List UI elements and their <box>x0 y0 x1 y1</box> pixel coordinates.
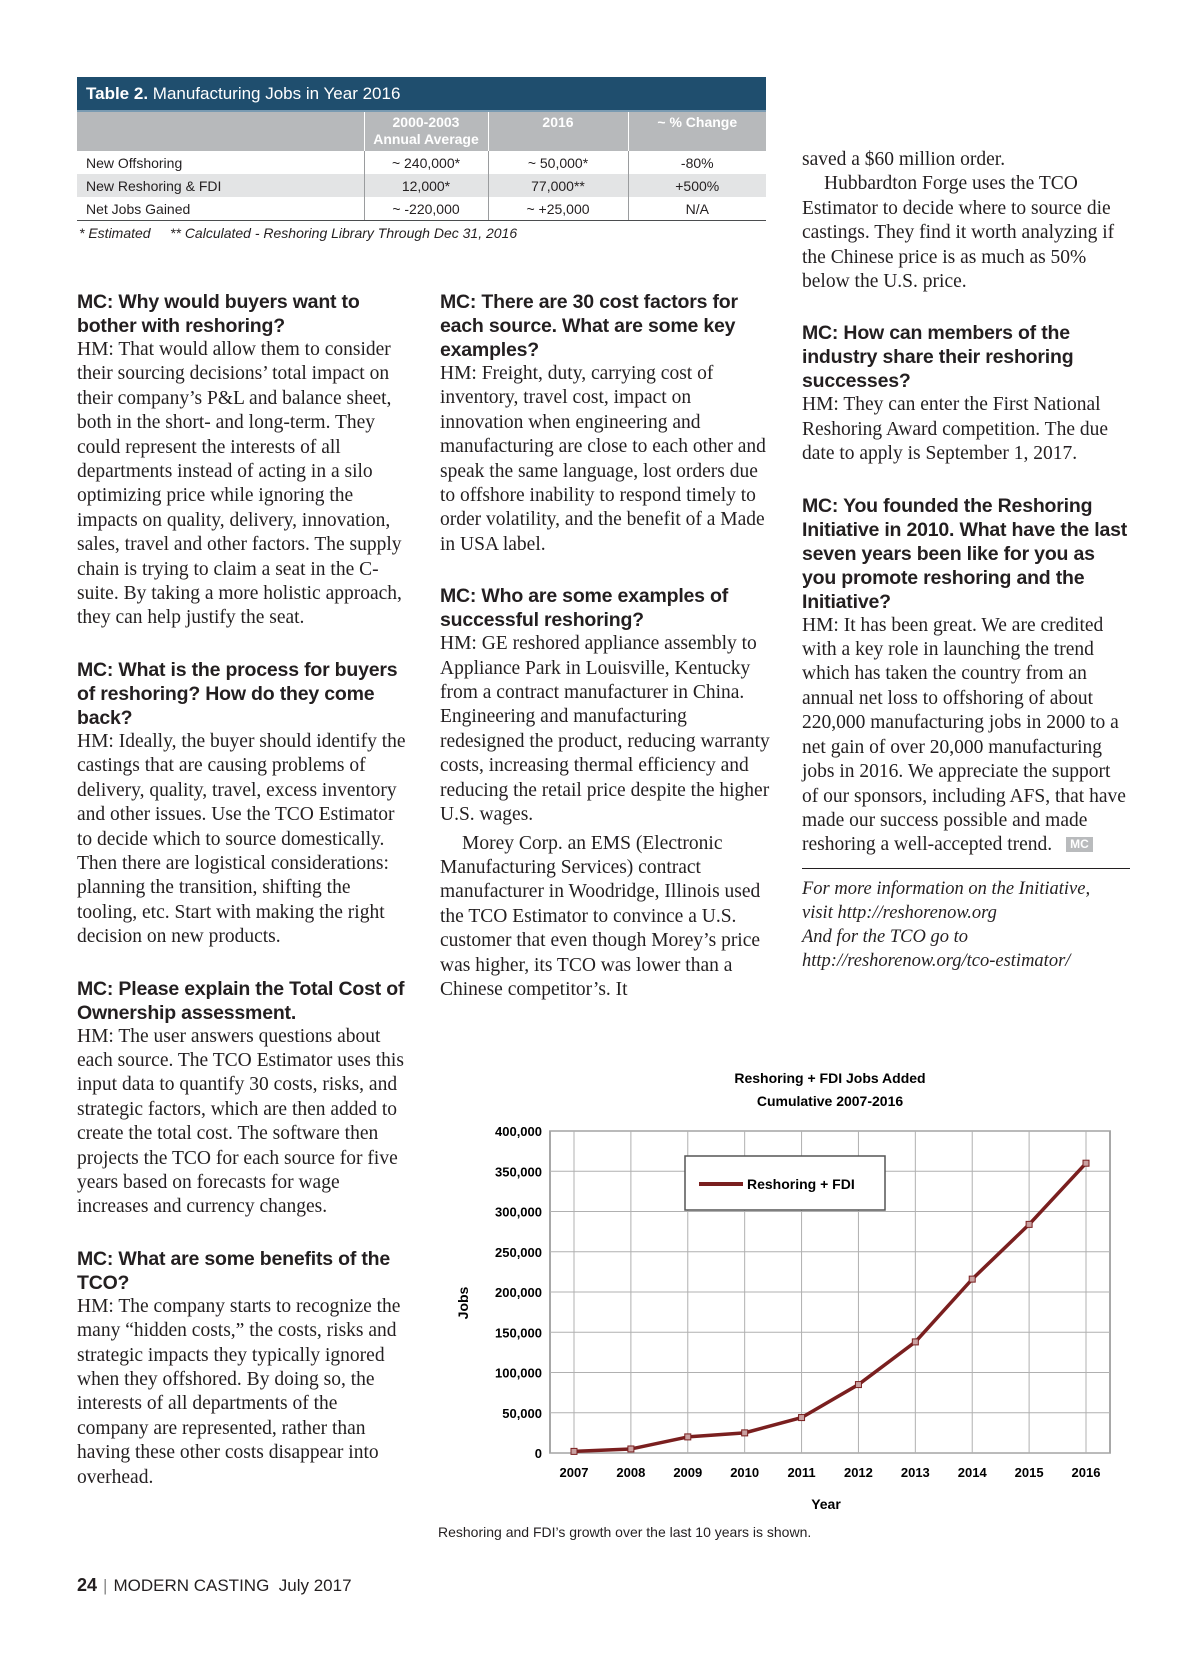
x-tick-label: 2007 <box>559 1465 589 1480</box>
data-point <box>571 1448 577 1454</box>
divider <box>802 868 1130 869</box>
y-tick-label: 350,000 <box>495 1164 542 1180</box>
y-tick-label: 250,000 <box>495 1244 542 1260</box>
question-heading: MC: There are 30 cost factors for each source. What are some key examples? <box>440 291 738 361</box>
info-link[interactable]: http://reshorenow.org/tco-estimator/ <box>802 950 1071 971</box>
end-mark-icon: MC <box>1066 837 1093 852</box>
x-tick-label: 2013 <box>900 1465 930 1480</box>
x-tick-label: 2009 <box>673 1465 703 1480</box>
y-tick-label: 150,000 <box>495 1325 542 1341</box>
page-number: 24 <box>77 1575 98 1595</box>
answer-paragraph: Hubbardton Forge uses the TCO Estimator to decide where to source die castings. They find it worth analyzing if the Chinese price is as much as 50% below the U.S. price. <box>802 173 1115 293</box>
table-cell: New Offshoring <box>86 154 183 171</box>
x-tick-label: 2016 <box>1071 1465 1101 1480</box>
data-point <box>969 1276 975 1282</box>
magazine-name: MODERN CASTING <box>113 1576 270 1595</box>
chart-plot-area <box>495 1124 1110 1480</box>
jobs-table <box>77 77 766 241</box>
answer-paragraph: HM: Ideally, the buyer should identify the castings that are causing problems of delivery, quality, travel, excess inventory and other issues. Use the TCO Estimator to decide which to source domestically. Then there are logistical considerations: planning the transition, shifting the tooling, etc. Start with making the right decision on new products. <box>77 730 406 948</box>
data-point <box>1083 1160 1089 1166</box>
question-heading: MC: What is the process for buyers of reshoring? How do they come back? <box>77 658 398 729</box>
table-row <box>77 151 766 174</box>
table-footnote: * Estimated ** Calculated - Reshoring Library Through Dec 31, 2016 <box>79 225 518 241</box>
x-tick-label: 2015 <box>1014 1465 1044 1480</box>
table-title <box>77 77 766 112</box>
data-point <box>628 1446 634 1452</box>
y-tick-label: 200,000 <box>495 1285 542 1300</box>
answer-paragraph <box>802 614 1130 858</box>
chart-caption: Reshoring and FDI’s growth over the last 10 years is shown. <box>438 1524 812 1540</box>
question-heading: MC: Why would buyers want to bother with reshoring? <box>77 291 360 337</box>
column-1 <box>77 290 408 1490</box>
table-grid <box>77 112 766 221</box>
y-tick-label: 0 <box>534 1446 542 1461</box>
y-tick-label: 400,000 <box>495 1124 542 1139</box>
question-heading: MC: How can members of the industry share their reshoring successes? <box>802 322 1074 393</box>
column-2 <box>440 290 770 1002</box>
table-cell: ~ 50,000* <box>488 151 628 174</box>
table-cell: ~ 240,000* <box>364 151 488 174</box>
answer-paragraph: HM: They can enter the First National Reshoring Award competition. The due date to apply is September 1, 2017. <box>802 394 1109 465</box>
page-footer <box>77 1575 352 1596</box>
data-point <box>685 1434 691 1440</box>
answer-paragraph: HM: Freight, duty, carrying cost of inventory, travel cost, impact on innovation when engineering and manufacturing are close to each other and speak the same language, lost orders due to offshore inability to respond timely to order volatility, and the benefit of a Made in USA label. <box>440 363 766 555</box>
answer-paragraph: HM: The user answers questions about each source. The TCO Estimator uses this input data to quantify 30 costs, risks, and strategic factors, which are then added to create the total cost. The software then projects the TCO for each source for five years based on forecasts for wage increases and currency changes. <box>77 1025 404 1218</box>
info-line: For more information on the Initiative, <box>802 878 1091 899</box>
x-tick-label: 2010 <box>730 1465 760 1480</box>
table-cell: 77,000** <box>488 174 628 197</box>
legend-label: Reshoring + FDI <box>747 1176 855 1192</box>
table-header-row <box>77 112 766 151</box>
data-point <box>855 1382 861 1388</box>
answer-paragraph: Morey Corp. an EMS (Electronic Manufacturing Services) contract manufacturer in Woodridge, Illinois used the TCO Estimator to convince a U.S. customer that even though Morey’s price was higher, its TCO was lower than a Chinese competitor’s. It <box>440 832 761 1000</box>
x-tick-label: 2014 <box>957 1465 987 1480</box>
info-link[interactable]: visit http://reshorenow.org <box>802 902 997 923</box>
chart-ylabel: Jobs <box>455 1286 471 1320</box>
table-cell: -80% <box>628 151 766 174</box>
answer-text: HM: It has been great. We are credited with a key role in launching the trend which has taken the country from an annual net loss to offshoring of about 220,000 manufacturing jobs in 2000 to a net gain of over 20,000 manufacturing jobs in 2016. We appreciate the support of our sponsors, including AFS, that have made our success possible and made reshoring a well-accepted trend. <box>802 614 1126 856</box>
answer-paragraph: HM: The company starts to recognize the many “hidden costs,” the costs, risks and strategic impacts they typically ignored when they offshored. By doing so, the interests of all departments of the company are represented, rather than having these other costs disappear into overhead. <box>77 1295 401 1488</box>
y-tick-label: 50,000 <box>502 1405 542 1421</box>
table-header <box>77 112 364 151</box>
question-heading: MC: Who are some examples of successful reshoring? <box>440 585 729 632</box>
table-header: ~ % Change <box>628 112 766 151</box>
question-heading: MC: Please explain the Total Cost of Ownership assessment. <box>77 977 405 1024</box>
x-tick-label: 2012 <box>843 1465 873 1480</box>
table-title-text: Manufacturing Jobs in Year 2016 <box>152 84 401 103</box>
table-cell: +500% <box>628 174 766 197</box>
table-cell: ~ -220,000 <box>364 197 488 221</box>
table-cell: 12,000* <box>364 174 488 197</box>
y-tick-label: 300,000 <box>495 1204 542 1220</box>
footer-divider: | <box>103 1576 108 1595</box>
table-row <box>77 174 766 197</box>
column-3 <box>802 148 1130 973</box>
question-heading: MC: You founded the Reshoring Initiative in 2010. What have the last seven years been like for you as you promote reshoring and the Initiative? <box>802 494 1128 613</box>
chart-xlabel: Year <box>811 1496 841 1512</box>
chart-subtitle: Cumulative 2007-2016 <box>756 1093 904 1109</box>
issue-date: July 2017 <box>278 1576 352 1595</box>
table-header: 2000-2003 Annual Average <box>364 112 488 151</box>
table-label: Table 2. <box>86 84 149 103</box>
table-header: 2016 <box>488 112 628 151</box>
y-tick-label: 100,000 <box>495 1365 542 1381</box>
question-heading: MC: What are some benefits of the TCO? <box>77 1247 391 1294</box>
x-tick-label: 2008 <box>616 1465 646 1480</box>
answer-paragraph: HM: That would allow them to consider their sourcing decisions’ total impact on their company’s P&L and balance sheet, both in the short- and long-term. They could represent the interests of all departments instead of acting in a silo optimizing price while ignoring the impacts on quality, delivery, innovation, sales, travel and other factors. The supply chain is trying to claim a seat in the C-suite. By taking a more holistic approach, they can help justify the seat. <box>77 339 402 629</box>
table-cell: New Reshoring & FDI <box>77 174 364 197</box>
jobs-line-chart <box>420 1058 1120 1518</box>
table-cell: ~ +25,000 <box>488 197 628 221</box>
table-cell: Net Jobs Gained <box>77 197 364 221</box>
answer-paragraph: HM: GE reshored appliance assembly to Appliance Park in Louisville, Kentucky from a contract manufacturer in China. Engineering and manufacturing redesigned the product, reducing warranty costs, increasing thermal efficiency and reducing the retail price despite the higher U.S. wages. <box>440 633 770 826</box>
table-cell: N/A <box>628 197 766 221</box>
data-point <box>912 1339 918 1345</box>
answer-paragraph: saved a $60 million order. <box>802 149 1006 170</box>
data-point <box>742 1430 748 1436</box>
info-line: And for the TCO go to <box>802 926 968 947</box>
data-point <box>799 1415 805 1421</box>
data-point <box>1026 1221 1032 1227</box>
x-tick-label: 2011 <box>787 1465 816 1480</box>
table-row <box>77 197 766 221</box>
chart-title: Reshoring + FDI Jobs Added <box>734 1070 926 1086</box>
